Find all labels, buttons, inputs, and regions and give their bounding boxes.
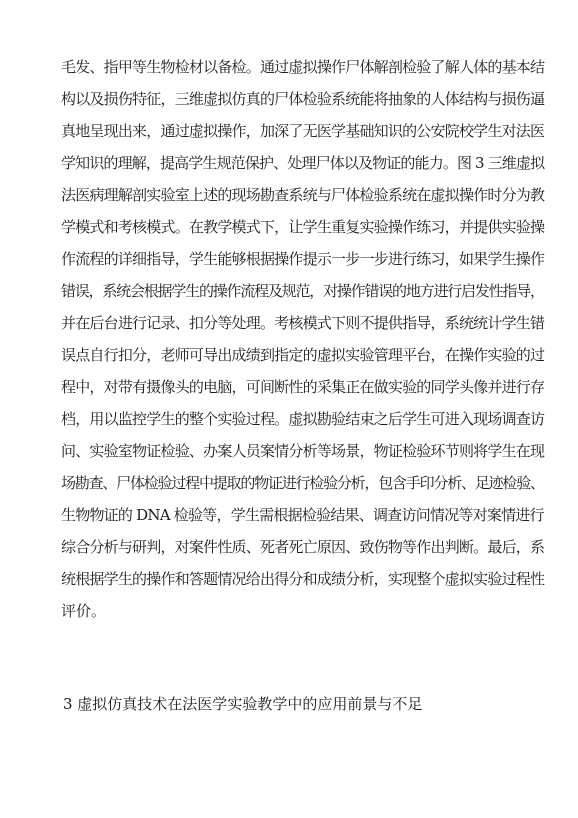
text-line: 并在后台进行记录、扣分等处理。考核模式下则不提供指导，系统统计学生错 bbox=[61, 314, 545, 332]
text-line: 学模式和考核模式。在教学模式下，让学生重复实验操作练习，并提供实验操 bbox=[61, 218, 545, 236]
text-line: 毛发、指甲等生物检材以备检。通过虚拟操作尸体解剖检验了解人体的基本结 bbox=[61, 58, 545, 76]
text-line: 构以及损伤特征，三维虚拟仿真的尸体检验系统能将抽象的人体结构与损伤逼 bbox=[61, 90, 545, 108]
text-line: 真地呈现出来，通过虚拟操作，加深了无医学基础知识的公安院校学生对法医 bbox=[61, 122, 545, 140]
section-heading: 3 虚拟仿真技术在法医学实验教学中的应用前景与不足 bbox=[63, 695, 423, 713]
body-paragraph bbox=[61, 51, 545, 627]
text-line: 程中，对带有摄像头的电脑，可间断性的采集正在做实验的同学头像并进行存 bbox=[61, 378, 545, 396]
text-line: 法医病理解剖实验室上述的现场勘查系统与尸体检验系统在虚拟操作时分为教 bbox=[61, 186, 545, 204]
text-line: 场勘查、尸体检验过程中提取的物证进行检验分析，包含手印分析、足迹检验、 bbox=[61, 474, 544, 492]
text-line: 统根据学生的操作和答题情况给出得分和成绩分析，实现整个虚拟实验过程性 bbox=[61, 570, 545, 588]
text-line: 学知识的理解，提高学生规范保护、处理尸体以及物证的能力。图 3 三维虚拟 bbox=[61, 154, 545, 172]
text-line: 错误，系统会根据学生的操作流程及规范，对操作错误的地方进行启发性指导， bbox=[61, 282, 544, 300]
text-line: 误点自行扣分，老师可导出成绩到指定的虚拟实验管理平台，在操作实验的过 bbox=[61, 346, 545, 364]
text-line: 档，用以监控学生的整个实验过程。虚拟勘验结束之后学生可进入现场调查访 bbox=[61, 410, 545, 428]
text-line: 作流程的详细指导，学生能够根据操作提示一步一步进行练习，如果学生操作 bbox=[61, 250, 545, 268]
text-line: 生物物证的 DNA 检验等，学生需根据检验结果、调查访问情况等对案情进行 bbox=[61, 506, 544, 524]
text-line: 评价。 bbox=[61, 602, 107, 620]
text-line: 综合分析与研判，对案件性质、死者死亡原因、致伤物等作出判断。最后，系 bbox=[61, 538, 545, 556]
text-line: 问、实验室物证检验、办案人员案情分析等场景，物证检验环节则将学生在现 bbox=[61, 442, 545, 460]
